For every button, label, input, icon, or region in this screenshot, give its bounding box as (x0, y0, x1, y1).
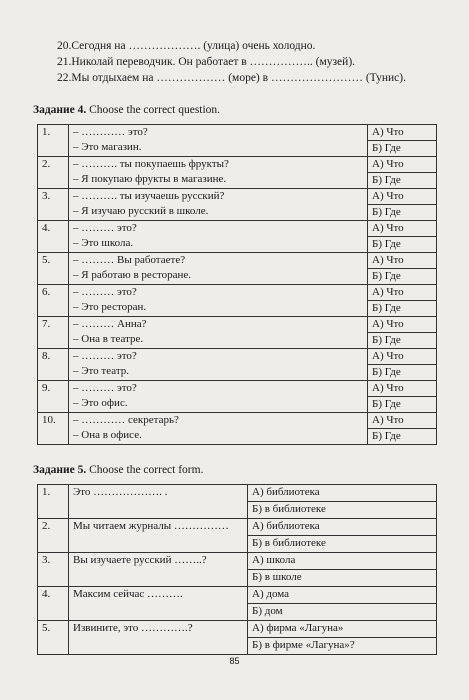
option-b: Б) Где (368, 141, 437, 157)
row-number: 6. (38, 285, 69, 317)
table-row (38, 221, 437, 237)
option-a: А) Что (368, 253, 437, 269)
exercise-lines (57, 38, 406, 86)
option-a: А) Что (368, 413, 437, 429)
table-row (38, 189, 437, 205)
table-row (38, 519, 437, 536)
question-cell (69, 413, 368, 445)
row-number: 8. (38, 349, 69, 381)
answer-line: – Я покупаю фрукты в магазине. (73, 173, 227, 185)
option-b: Б) Где (368, 365, 437, 381)
exercise-line-21: 21.Николай переводчик. Он работает в …………….. (музей). (57, 56, 356, 68)
question-cell (69, 317, 368, 349)
option-b: Б) в библиотеке (248, 536, 437, 553)
question-cell (69, 285, 368, 317)
option-a: А) фирма «Лагуна» (248, 621, 437, 638)
question-cell: Максим сейчас ………. (69, 587, 248, 621)
table-row (38, 285, 437, 301)
table-row (38, 125, 437, 141)
answer-line: – Она в театре. (73, 333, 144, 345)
question-cell (69, 381, 368, 413)
table-row (38, 621, 437, 638)
question-cell: Мы читаем журналы …………… (69, 519, 248, 553)
answer-line: – Она в офисе. (73, 429, 142, 441)
answer-line: – Это театр. (73, 365, 130, 377)
task5-title: Задание 5. Choose the correct form. (33, 464, 204, 476)
row-number: 4. (38, 221, 69, 253)
table-row (38, 553, 437, 570)
option-a: А) Что (368, 157, 437, 173)
question-line: – ………… секретарь? (73, 414, 179, 426)
row-number: 7. (38, 317, 69, 349)
table-row (38, 317, 437, 333)
option-b: Б) Где (368, 269, 437, 285)
question-line: – ……… это? (73, 382, 137, 394)
option-b: Б) Где (368, 301, 437, 317)
option-b: Б) Где (368, 205, 437, 221)
option-a: А) Что (368, 189, 437, 205)
question-cell (69, 253, 368, 285)
option-b: Б) Где (368, 397, 437, 413)
option-a: А) библиотека (248, 485, 437, 502)
option-a: А) Что (368, 317, 437, 333)
row-number: 1. (38, 485, 69, 519)
page-number: 85 (229, 656, 240, 666)
exercise-line-20: 20.Сегодня на ………………. (улица) очень холодно. (57, 40, 316, 52)
exercise-line-22: 22.Мы отдыхаем на ……………… (море) в …………………… (Тунис). (57, 72, 406, 84)
row-number: 3. (38, 189, 69, 221)
table-row (38, 157, 437, 173)
answer-line: – Я изучаю русский в школе. (73, 205, 209, 217)
answer-line: – Это офис. (73, 397, 128, 409)
row-number: 2. (38, 157, 69, 189)
table-row (38, 253, 437, 269)
option-b: Б) в школе (248, 570, 437, 587)
question-cell: Извините, это ………….? (69, 621, 248, 655)
question-cell (69, 221, 368, 253)
option-b: Б) Где (368, 173, 437, 189)
question-line: – ……… это? (73, 222, 137, 234)
question-cell (69, 157, 368, 189)
row-number: 4. (38, 587, 69, 621)
row-number: 5. (38, 621, 69, 655)
question-cell (69, 189, 368, 221)
option-b: Б) Где (368, 429, 437, 445)
option-a: А) Что (368, 349, 437, 365)
option-a: А) школа (248, 553, 437, 570)
question-line: – ……… Вы работаете? (73, 254, 186, 266)
table-row (38, 587, 437, 604)
table-row (38, 485, 437, 502)
option-a: А) библиотека (248, 519, 437, 536)
option-b: Б) Где (368, 237, 437, 253)
table-row (38, 349, 437, 365)
row-number: 10. (38, 413, 69, 445)
task5-table (37, 484, 437, 655)
table-row (38, 381, 437, 397)
option-a: А) Что (368, 285, 437, 301)
table-row (38, 413, 437, 429)
question-line: – ………… это? (73, 126, 148, 138)
question-line: – ……… это? (73, 350, 137, 362)
question-cell (69, 125, 368, 157)
row-number: 9. (38, 381, 69, 413)
answer-line: – Это школа. (73, 237, 134, 249)
option-a: А) Что (368, 125, 437, 141)
question-line: – ………. ты покупаешь фрукты? (73, 158, 229, 170)
row-number: 1. (38, 125, 69, 157)
question-line: – ……… это? (73, 286, 137, 298)
answer-line: – Это ресторан. (73, 301, 147, 313)
row-number: 2. (38, 519, 69, 553)
option-a: А) Что (368, 221, 437, 237)
question-cell: Это ………………. . (69, 485, 248, 519)
question-line: – ……… Анна? (73, 318, 147, 330)
question-cell (69, 349, 368, 381)
option-b: Б) в фирме «Лагуна»? (248, 638, 437, 655)
task4-table (37, 124, 437, 445)
option-b: Б) дом (248, 604, 437, 621)
option-b: Б) в библиотеке (248, 502, 437, 519)
option-a: А) Что (368, 381, 437, 397)
row-number: 5. (38, 253, 69, 285)
option-b: Б) Где (368, 333, 437, 349)
question-line: – ………. ты изучаешь русский? (73, 190, 225, 202)
row-number: 3. (38, 553, 69, 587)
answer-line: – Это магазин. (73, 141, 142, 153)
question-cell: Вы изучаете русский ……..? (69, 553, 248, 587)
answer-line: – Я работаю в ресторане. (73, 269, 192, 281)
option-a: А) дома (248, 587, 437, 604)
task4-title: Задание 4. Choose the correct question. (33, 104, 221, 116)
